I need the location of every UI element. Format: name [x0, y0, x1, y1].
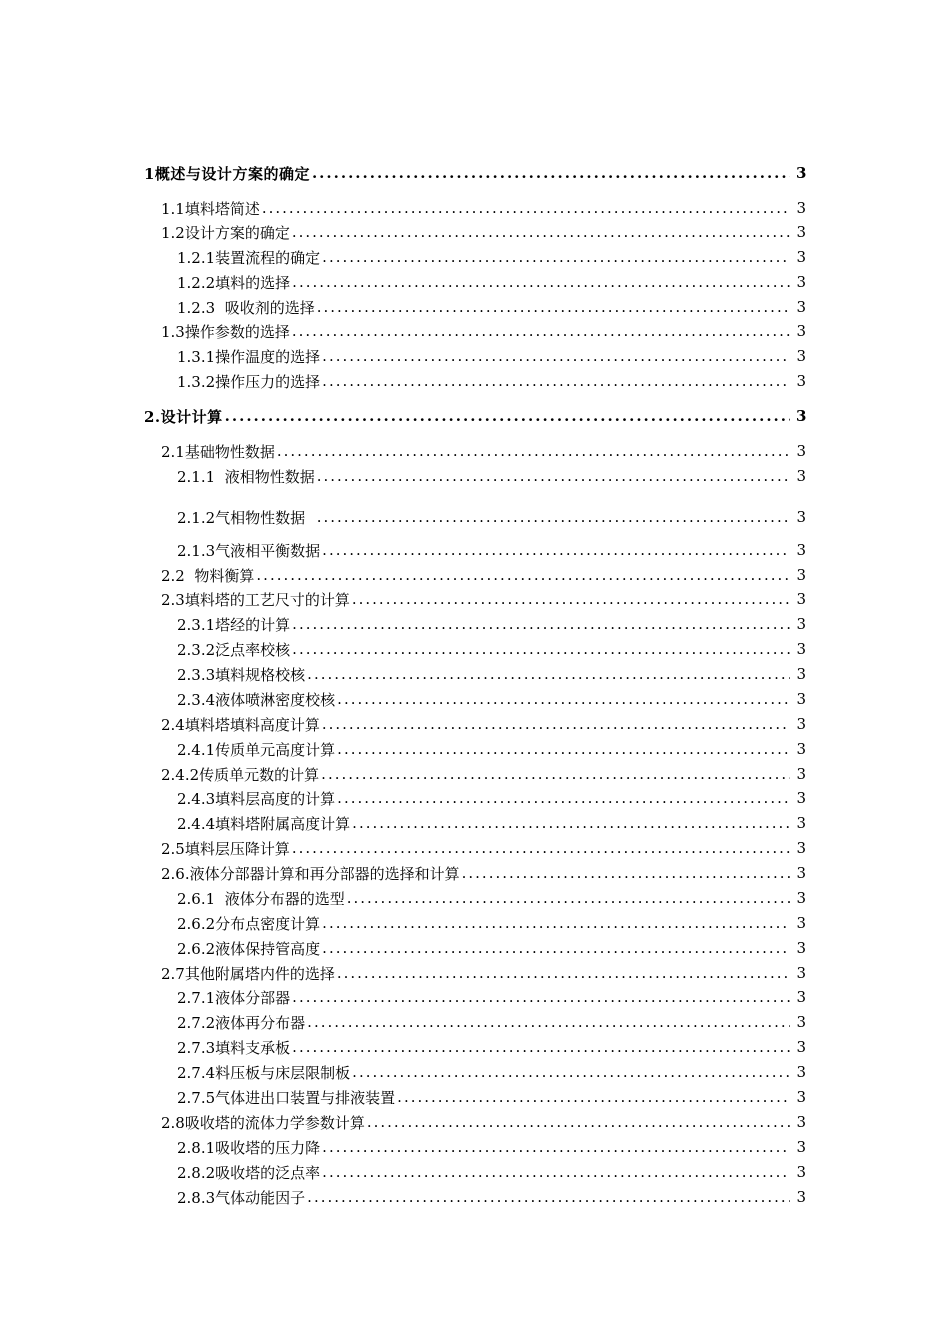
- toc-entry[interactable]: [0, 938, 950, 958]
- toc-dot-leader: [352, 1063, 790, 1081]
- toc-page-number: 3: [796, 889, 806, 907]
- toc-entry-title: 2.7其他附属塔内件的选择: [161, 964, 335, 983]
- toc-entry[interactable]: [0, 247, 950, 267]
- toc-page-number: 3: [796, 1138, 806, 1156]
- toc-page-number: 3: [796, 690, 806, 708]
- toc-entry[interactable]: [0, 639, 950, 659]
- toc-page-number: 3: [796, 223, 806, 241]
- toc-entry[interactable]: [0, 764, 950, 784]
- toc-dot-leader: [322, 541, 790, 559]
- toc-page-number: 3: [796, 164, 807, 182]
- toc-entry-title: 2.6.液体分部器计算和再分部器的选择和计算: [161, 864, 460, 883]
- toc-page-number: 3: [796, 665, 806, 683]
- toc-entry[interactable]: [0, 1162, 950, 1182]
- toc-page-number: 3: [796, 640, 806, 658]
- toc-dot-leader: [337, 789, 790, 807]
- toc-page-number: 3: [796, 442, 806, 460]
- toc-entry-title: 2.1.1 液相物性数据: [177, 467, 315, 486]
- toc-dot-leader: [307, 1188, 790, 1206]
- toc-entry[interactable]: [0, 1187, 950, 1207]
- toc-entry-title: 2.4.2传质单元数的计算: [161, 765, 320, 784]
- toc-page-number: 3: [796, 590, 806, 608]
- toc-entry[interactable]: [0, 222, 950, 242]
- toc-dot-leader: [322, 248, 790, 266]
- toc-dot-leader: [352, 590, 790, 608]
- toc-page-number: 3: [796, 789, 806, 807]
- toc-dot-leader: [337, 690, 790, 708]
- toc-dot-leader: [352, 814, 790, 832]
- toc-dot-leader: [292, 322, 790, 340]
- toc-entry[interactable]: [0, 1062, 950, 1082]
- toc-entry-title: 2.1.2气相物性数据: [177, 508, 315, 527]
- toc-entry-title: 2.6.2液体保持管高度: [177, 939, 321, 958]
- toc-entry[interactable]: [0, 507, 950, 527]
- toc-dot-leader: [397, 1088, 790, 1106]
- toc-dot-leader: [322, 1163, 790, 1181]
- toc-dot-leader: [317, 508, 790, 526]
- toc-entry[interactable]: [0, 838, 950, 858]
- toc-dot-leader: [322, 1138, 790, 1156]
- toc-dot-leader: [312, 164, 790, 182]
- toc-entry-title: 2.3.2泛点率校核: [177, 640, 291, 659]
- toc-entry[interactable]: [0, 689, 950, 709]
- toc-dot-leader: [322, 939, 790, 957]
- toc-dot-leader: [317, 467, 790, 485]
- toc-page-number: 3: [796, 248, 806, 266]
- toc-entry-title: 1.3操作参数的选择: [161, 322, 290, 341]
- toc-entry-title: 2.3.4液体喷淋密度校核: [177, 690, 336, 709]
- toc-entry-title: 1概述与设计方案的确定: [144, 164, 310, 183]
- toc-entry[interactable]: [0, 714, 950, 734]
- toc-entry[interactable]: [0, 346, 950, 366]
- toc-entry[interactable]: [0, 888, 950, 908]
- toc-entry[interactable]: [0, 198, 950, 218]
- toc-page-number: 3: [796, 467, 806, 485]
- toc-page-number: 3: [796, 273, 806, 291]
- toc-entry[interactable]: [0, 788, 950, 808]
- toc-dot-leader: [292, 1038, 790, 1056]
- toc-page-number: 3: [796, 1188, 806, 1206]
- toc-entry-title: 2.5填料层压降计算: [161, 839, 290, 858]
- toc-entry[interactable]: [0, 1112, 950, 1132]
- toc-dot-leader: [322, 372, 790, 390]
- toc-page-number: 3: [796, 839, 806, 857]
- toc-dot-leader: [307, 1013, 790, 1031]
- toc-page-number: 3: [796, 347, 806, 365]
- toc-page-number: 3: [796, 541, 806, 559]
- toc-dot-leader: [367, 1113, 790, 1131]
- toc-entry[interactable]: [0, 163, 950, 183]
- toc-entry-title: 2.8.1吸收塔的压力降: [177, 1138, 321, 1157]
- toc-entry-title: 1.2.1装置流程的确定: [177, 248, 321, 267]
- toc-dot-leader: [292, 223, 790, 241]
- toc-page-number: 3: [796, 988, 806, 1006]
- toc-dot-leader: [462, 864, 790, 882]
- toc-entry-title: 1.2设计方案的确定: [161, 223, 290, 242]
- toc-page-number: 3: [796, 566, 806, 584]
- toc-page-number: 3: [796, 814, 806, 832]
- toc-entry-title: 2.7.1液体分部器: [177, 988, 291, 1007]
- toc-page-number: 3: [796, 1063, 806, 1081]
- toc-dot-leader: [292, 273, 790, 291]
- toc-dot-leader: [225, 407, 790, 425]
- toc-entry-title: 1.2.2填料的选择: [177, 273, 291, 292]
- toc-page-number: 3: [796, 298, 806, 316]
- toc-page-number: 3: [796, 407, 807, 425]
- toc-entry[interactable]: [0, 406, 950, 426]
- toc-entry-title: 2.7.4料压板与床层限制板: [177, 1063, 351, 1082]
- toc-entry-title: 2.4.1传质单元高度计算: [177, 740, 336, 759]
- toc-page-number: 3: [796, 1163, 806, 1181]
- toc-dot-leader: [317, 298, 790, 316]
- toc-entry[interactable]: [0, 963, 950, 983]
- toc-entry[interactable]: [0, 589, 950, 609]
- toc-entry[interactable]: [0, 987, 950, 1007]
- toc-dot-leader: [307, 665, 790, 683]
- toc-entry[interactable]: [0, 739, 950, 759]
- toc-entry[interactable]: [0, 272, 950, 292]
- toc-entry-title: 2.1基础物性数据: [161, 442, 275, 461]
- toc-entry[interactable]: [0, 466, 950, 486]
- toc-dot-leader: [321, 765, 790, 783]
- toc-entry-title: 1.3.1操作温度的选择: [177, 347, 321, 366]
- toc-entry-title: 2.8.3气体动能因子: [177, 1188, 306, 1207]
- toc-page-number: 3: [796, 939, 806, 957]
- toc-entry[interactable]: [0, 664, 950, 684]
- toc-entry[interactable]: [0, 813, 950, 833]
- toc-entry-title: 2.7.3填料支承板: [177, 1038, 291, 1057]
- toc-entry-title: 2.8.2吸收塔的泛点率: [177, 1163, 321, 1182]
- toc-page-number: 3: [796, 508, 806, 526]
- toc-entry-title: 2.6.1 液体分布器的选型: [177, 889, 345, 908]
- toc-page-number: 3: [796, 1038, 806, 1056]
- toc-dot-leader: [262, 199, 790, 217]
- toc-entry[interactable]: [0, 1012, 950, 1032]
- toc-page-number: 3: [796, 765, 806, 783]
- toc-page-number: 3: [796, 964, 806, 982]
- toc-dot-leader: [292, 839, 790, 857]
- toc-entry-title: 2.4填料塔填料高度计算: [161, 715, 320, 734]
- toc-entry[interactable]: [0, 1037, 950, 1057]
- toc-page-number: 3: [796, 322, 806, 340]
- toc-entry-title: 2.2 物料衡算: [161, 566, 255, 585]
- toc-dot-leader: [322, 347, 790, 365]
- toc-entry[interactable]: [0, 371, 950, 391]
- toc-entry-title: 1.1填料塔简述: [161, 199, 260, 218]
- toc-entry-title: 2.4.4填料塔附属高度计算: [177, 814, 351, 833]
- toc-entry[interactable]: [0, 614, 950, 634]
- toc-page-number: 3: [796, 1013, 806, 1031]
- toc-entry-title: 2.7.2液体再分布器: [177, 1013, 306, 1032]
- toc-page-number: 3: [796, 864, 806, 882]
- toc-dot-leader: [347, 889, 790, 907]
- toc-entry[interactable]: [0, 863, 950, 883]
- toc-page-number: 3: [796, 715, 806, 733]
- toc-dot-leader: [337, 740, 790, 758]
- toc-entry-title: 2.8吸收塔的流体力学参数计算: [161, 1113, 365, 1132]
- toc-page-number: 3: [796, 199, 806, 217]
- toc-entry[interactable]: [0, 540, 950, 560]
- toc-dot-leader: [256, 566, 790, 584]
- toc-entry-title: 2.4.3填料层高度的计算: [177, 789, 336, 808]
- toc-entry[interactable]: [0, 1137, 950, 1157]
- toc-page-number: 3: [796, 1113, 806, 1131]
- toc-entry[interactable]: [0, 565, 950, 585]
- toc-page-number: 3: [796, 1088, 806, 1106]
- toc-entry-title: 1.3.2操作压力的选择: [177, 372, 321, 391]
- toc-dot-leader: [322, 715, 790, 733]
- toc-page-number: 3: [796, 615, 806, 633]
- toc-entry[interactable]: [0, 321, 950, 341]
- toc-entry[interactable]: [0, 441, 950, 461]
- toc-dot-leader: [292, 640, 790, 658]
- toc-entry-title: 1.2.3 吸收剂的选择: [177, 298, 315, 317]
- toc-entry[interactable]: [0, 1087, 950, 1107]
- toc-entry-title: 2.6.2分布点密度计算: [177, 914, 321, 933]
- toc-dot-leader: [337, 964, 790, 982]
- toc-page-number: 3: [796, 372, 806, 390]
- toc-entry[interactable]: [0, 297, 950, 317]
- toc-entry-title: 2.3.3填料规格校核: [177, 665, 306, 684]
- toc-entry-title: 2.7.5气体进出口装置与排液装置: [177, 1088, 396, 1107]
- toc-dot-leader: [277, 442, 790, 460]
- toc-page-number: 3: [796, 914, 806, 932]
- toc-entry[interactable]: [0, 913, 950, 933]
- toc-dot-leader: [292, 615, 790, 633]
- toc-page-number: 3: [796, 740, 806, 758]
- toc-dot-leader: [292, 988, 790, 1006]
- toc-entry-title: 2.设计计算: [144, 407, 223, 426]
- toc-entry-title: 2.3.1塔经的计算: [177, 615, 291, 634]
- toc-entry-title: 2.1.3气液相平衡数据: [177, 541, 321, 560]
- toc-dot-leader: [322, 914, 790, 932]
- toc-entry-title: 2.3填料塔的工艺尺寸的计算: [161, 590, 350, 609]
